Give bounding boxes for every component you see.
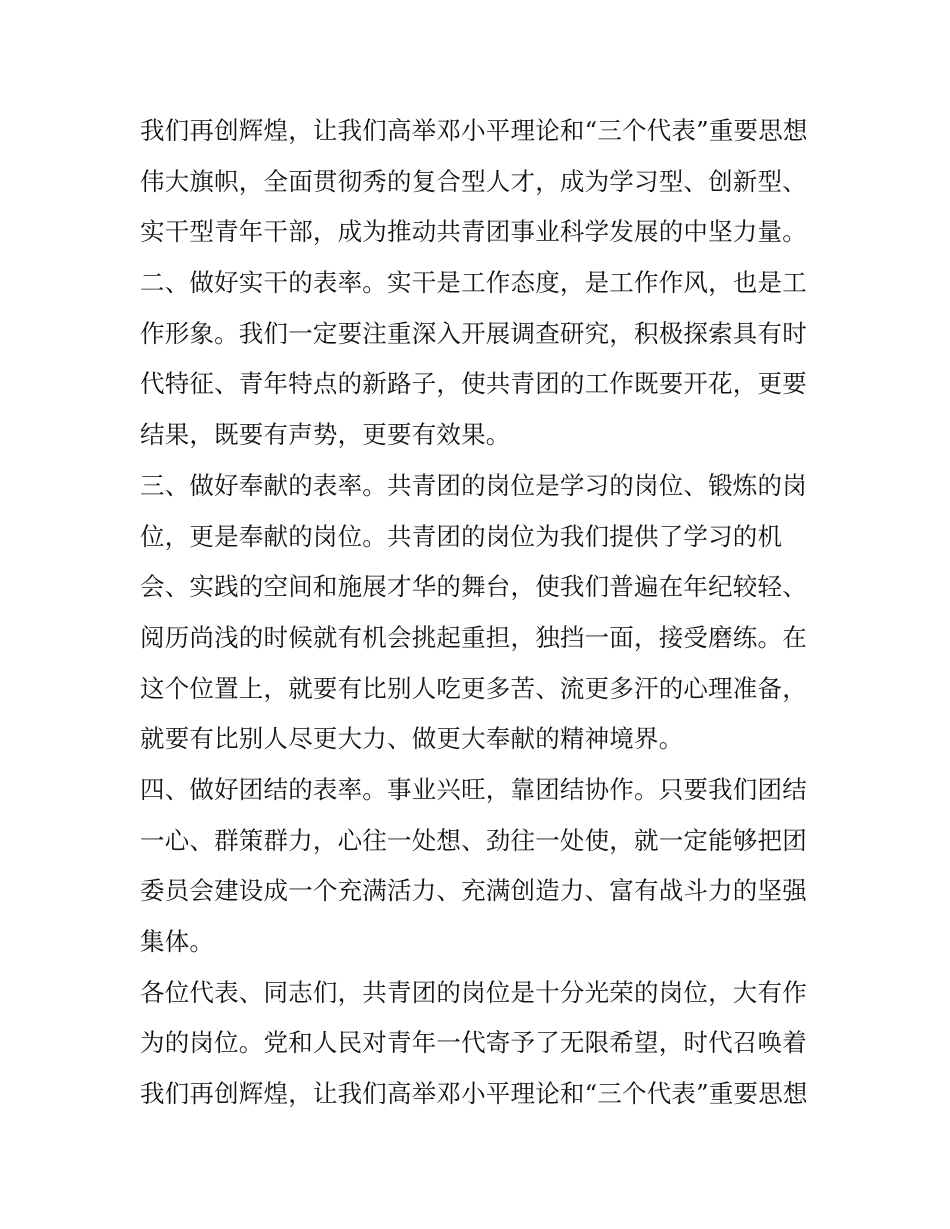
text-line: 我们再创辉煌，让我们高举邓小平理论和“三个代表”重要思想 (140, 1079, 808, 1109)
text-line: 实干型青年干部，成为推动共青团事业科学发展的中坚力量。 (140, 217, 807, 247)
text-line: 一心、群策群力，心往一处想、劲往一处使，就一定能够把团 (140, 825, 807, 855)
text-line: 结果，既要有声势，更要有效果。 (140, 420, 511, 450)
text-line: 代特征、青年特点的新路子，使共青团的工作既要开花，更要 (140, 369, 807, 399)
text-line: 为的岗位。党和人民对青年一代寄予了无限希望，时代召唤着 (140, 1028, 807, 1058)
text-line: 委员会建设成一个充满活力、充满创造力、富有战斗力的坚强 (140, 876, 807, 906)
text-line: 阅历尚浅的时候就有机会挑起重担，独挡一面，接受磨练。在 (140, 622, 807, 652)
text-line: 集体。 (140, 927, 215, 956)
text-line: 会、实践的空间和施展才华的舞台，使我们普遍在年纪较轻、 (140, 572, 807, 602)
text-line: 这个位置上，就要有比别人吃更多苦、流更多汗的心理准备， (140, 673, 807, 703)
text-line: 作形象。我们一定要注重深入开展调查研究，积极探索具有时 (140, 318, 807, 348)
text-line: 各位代表、同志们，共青团的岗位是十分光荣的岗位，大有作 (140, 977, 807, 1007)
text-line: 二、做好实干的表率。实干是工作态度，是工作作风，也是工 (140, 268, 807, 298)
text-line: 位，更是奉献的岗位。共青团的岗位为我们提供了学习的机 (140, 521, 783, 551)
text-line: 三、做好奉献的表率。共青团的岗位是学习的岗位、锻炼的岗 (140, 470, 807, 500)
text-line: 我们再创辉煌，让我们高举邓小平理论和“三个代表”重要思想 (140, 116, 808, 145)
text-line: 伟大旗帜，全面贯彻秀的复合型人才，成为学习型、创新型、 (140, 166, 807, 196)
text-line: 四、做好团结的表率。事业兴旺，靠团结协作。只要我们团结 (140, 774, 807, 804)
body-text (140, 106, 820, 1120)
text-line: 就要有比别人尽更大力、做更大奉献的精神境界。 (140, 724, 684, 754)
